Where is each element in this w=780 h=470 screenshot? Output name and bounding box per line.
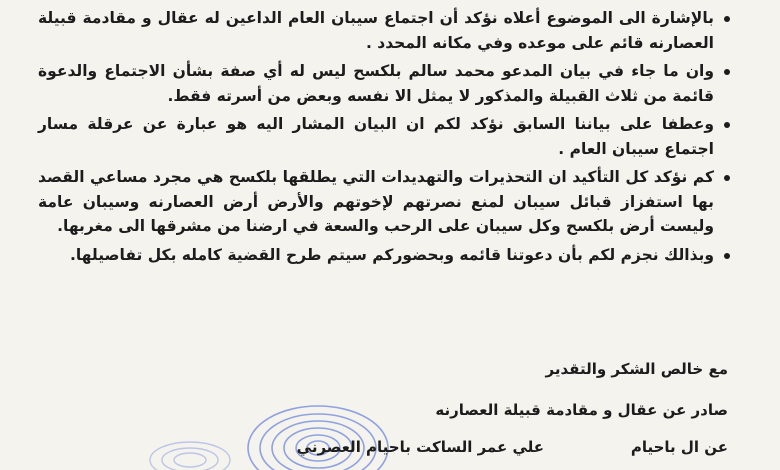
bullet-dot-icon bbox=[724, 175, 730, 181]
bullet-dot-icon bbox=[724, 122, 730, 128]
statement-text: وعطفا على بياننا السابق نؤكد لكم ان البيان المشار اليه هو عبارة عن عرقلة مسار اجتماع سيبان العام . bbox=[38, 115, 714, 158]
closing-thanks: مع خالص الشكر والتقدير bbox=[545, 360, 728, 378]
closing-issuer: صادر عن عقال و مقادمة قبيلة العصارنه bbox=[435, 401, 728, 419]
statement-item bbox=[38, 112, 730, 161]
signature-name: علي عمر الساكت باحيام العصرني bbox=[296, 438, 544, 456]
statement-item bbox=[38, 6, 730, 55]
statement-text: كم نؤكد كل التأكيد ان التحذيرات والتهديدات التي يطلقها بلكسح هي مجرد مساعي القصد بها استفزاز قبائل سيبان لمنع نصرتهم لإخوتهم والأرض أرض العصارنه وسيبان عامة وليست أرض بلكسح وكل سيبان على الرحب والسعة في ارضنا من مشرقها الى مغربها. bbox=[38, 168, 714, 235]
statement-item bbox=[38, 243, 730, 268]
statement-text: وان ما جاء في بيان المدعو محمد سالم بلكسح ليس له أي صفة بشأن الاجتماع والدعوة قائمة من ثلاث القبيلة والمذكور لا يمثل الا نفسه وبعض من أسرته فقط. bbox=[38, 62, 714, 105]
signature-family: عن ال باحيام bbox=[630, 438, 728, 456]
statement-item bbox=[38, 59, 730, 108]
fingerprint-icon bbox=[150, 442, 230, 470]
statement-text: بالإشارة الى الموضوع أعلاه نؤكد أن اجتماع سيبان العام الداعين له عقال و مقادمة قبيلة العصارنه قائم على موعده وفي مكانه المحدد . bbox=[38, 9, 714, 52]
bullet-dot-icon bbox=[724, 69, 730, 75]
statement-list bbox=[38, 6, 730, 271]
bullet-dot-icon bbox=[724, 253, 730, 259]
statement-text: وبذالك نجزم لكم بأن دعوتنا قائمه وبحضوركم سيتم طرح القضية كامله بكل تفاصيلها. bbox=[69, 245, 714, 264]
bullet-dot-icon bbox=[724, 16, 730, 22]
statement-item bbox=[38, 165, 730, 239]
